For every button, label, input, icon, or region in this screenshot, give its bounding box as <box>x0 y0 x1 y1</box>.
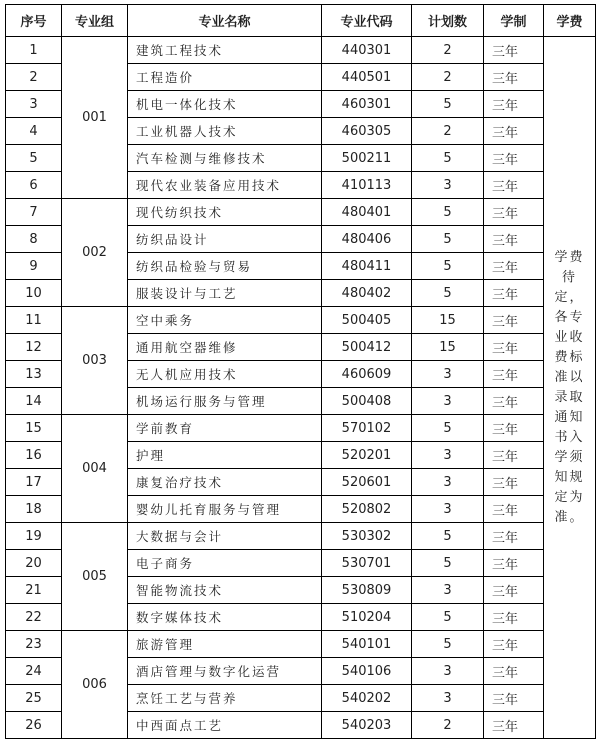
header-major-name: 专业名称 <box>128 5 322 37</box>
major-code: 540106 <box>322 658 412 685</box>
major-code: 460305 <box>322 118 412 145</box>
plan-count: 5 <box>412 199 484 226</box>
major-code: 460301 <box>322 91 412 118</box>
plan-count: 5 <box>412 523 484 550</box>
plan-count: 2 <box>412 64 484 91</box>
major-code: 530809 <box>322 577 412 604</box>
major-group-code: 005 <box>62 523 128 631</box>
row-index: 14 <box>6 388 62 415</box>
major-code: 410113 <box>322 172 412 199</box>
plan-count: 3 <box>412 442 484 469</box>
header-plan-count: 计划数 <box>412 5 484 37</box>
table-row <box>6 523 596 550</box>
row-index: 6 <box>6 172 62 199</box>
major-code: 520201 <box>322 442 412 469</box>
major-name: 中西面点工艺 <box>128 712 322 739</box>
plan-count: 5 <box>412 253 484 280</box>
plan-count: 15 <box>412 334 484 361</box>
plan-count: 2 <box>412 37 484 64</box>
plan-count: 3 <box>412 361 484 388</box>
major-name: 现代纺织技术 <box>128 199 322 226</box>
major-name: 现代农业装备应用技术 <box>128 172 322 199</box>
plan-count: 3 <box>412 172 484 199</box>
study-duration: 三年 <box>484 388 544 415</box>
plan-count: 15 <box>412 307 484 334</box>
major-code: 460609 <box>322 361 412 388</box>
header-tuition: 学费 <box>544 5 596 37</box>
major-name: 智能物流技术 <box>128 577 322 604</box>
study-duration: 三年 <box>484 469 544 496</box>
plan-count: 5 <box>412 550 484 577</box>
study-duration: 三年 <box>484 658 544 685</box>
study-duration: 三年 <box>484 496 544 523</box>
row-index: 21 <box>6 577 62 604</box>
plan-count: 5 <box>412 91 484 118</box>
study-duration: 三年 <box>484 307 544 334</box>
major-code: 500211 <box>322 145 412 172</box>
row-index: 11 <box>6 307 62 334</box>
major-code: 510204 <box>322 604 412 631</box>
study-duration: 三年 <box>484 91 544 118</box>
major-name: 机电一体化技术 <box>128 91 322 118</box>
study-duration: 三年 <box>484 280 544 307</box>
row-index: 1 <box>6 37 62 64</box>
major-group-code: 003 <box>62 307 128 415</box>
table-body <box>6 37 596 739</box>
plan-count: 3 <box>412 388 484 415</box>
major-name: 大数据与会计 <box>128 523 322 550</box>
row-index: 17 <box>6 469 62 496</box>
plan-count: 3 <box>412 469 484 496</box>
row-index: 2 <box>6 64 62 91</box>
major-name: 工业机器人技术 <box>128 118 322 145</box>
row-index: 7 <box>6 199 62 226</box>
major-name: 工程造价 <box>128 64 322 91</box>
major-group-code: 006 <box>62 631 128 739</box>
row-index: 5 <box>6 145 62 172</box>
row-index: 3 <box>6 91 62 118</box>
major-code: 480411 <box>322 253 412 280</box>
admission-plan-table <box>5 4 596 739</box>
row-index: 16 <box>6 442 62 469</box>
major-code: 500405 <box>322 307 412 334</box>
plan-count: 5 <box>412 280 484 307</box>
major-name: 康复治疗技术 <box>128 469 322 496</box>
study-duration: 三年 <box>484 334 544 361</box>
study-duration: 三年 <box>484 685 544 712</box>
study-duration: 三年 <box>484 550 544 577</box>
major-name: 通用航空器维修 <box>128 334 322 361</box>
plan-count: 5 <box>412 145 484 172</box>
major-code: 530701 <box>322 550 412 577</box>
major-name: 纺织品设计 <box>128 226 322 253</box>
row-index: 20 <box>6 550 62 577</box>
major-group-code: 004 <box>62 415 128 523</box>
study-duration: 三年 <box>484 712 544 739</box>
header-index: 序号 <box>6 5 62 37</box>
major-code: 500408 <box>322 388 412 415</box>
plan-count: 2 <box>412 712 484 739</box>
study-duration: 三年 <box>484 145 544 172</box>
study-duration: 三年 <box>484 226 544 253</box>
row-index: 9 <box>6 253 62 280</box>
study-duration: 三年 <box>484 415 544 442</box>
major-code: 440301 <box>322 37 412 64</box>
study-duration: 三年 <box>484 442 544 469</box>
major-code: 480402 <box>322 280 412 307</box>
plan-count: 5 <box>412 631 484 658</box>
header-group: 专业组 <box>62 5 128 37</box>
row-index: 22 <box>6 604 62 631</box>
row-index: 25 <box>6 685 62 712</box>
major-name: 烹饪工艺与营养 <box>128 685 322 712</box>
major-name: 建筑工程技术 <box>128 37 322 64</box>
row-index: 13 <box>6 361 62 388</box>
tuition-note: 学费待定，各专业收费标准以录取通知书入学须知规定为准。 <box>544 37 596 739</box>
major-code: 480406 <box>322 226 412 253</box>
study-duration: 三年 <box>484 64 544 91</box>
header-row <box>6 5 596 37</box>
major-code: 520802 <box>322 496 412 523</box>
major-name: 学前教育 <box>128 415 322 442</box>
study-duration: 三年 <box>484 523 544 550</box>
major-code: 500412 <box>322 334 412 361</box>
major-name: 酒店管理与数字化运营 <box>128 658 322 685</box>
row-index: 4 <box>6 118 62 145</box>
study-duration: 三年 <box>484 199 544 226</box>
major-group-code: 001 <box>62 37 128 199</box>
major-name: 空中乘务 <box>128 307 322 334</box>
row-index: 15 <box>6 415 62 442</box>
study-duration: 三年 <box>484 361 544 388</box>
major-code: 540203 <box>322 712 412 739</box>
header-duration: 学制 <box>484 5 544 37</box>
row-index: 19 <box>6 523 62 550</box>
major-name: 机场运行服务与管理 <box>128 388 322 415</box>
study-duration: 三年 <box>484 577 544 604</box>
study-duration: 三年 <box>484 604 544 631</box>
row-index: 10 <box>6 280 62 307</box>
table-row <box>6 415 596 442</box>
major-code: 480401 <box>322 199 412 226</box>
row-index: 23 <box>6 631 62 658</box>
major-name: 无人机应用技术 <box>128 361 322 388</box>
row-index: 26 <box>6 712 62 739</box>
study-duration: 三年 <box>484 631 544 658</box>
major-code: 540202 <box>322 685 412 712</box>
header-major-code: 专业代码 <box>322 5 412 37</box>
major-name: 旅游管理 <box>128 631 322 658</box>
study-duration: 三年 <box>484 37 544 64</box>
plan-count: 5 <box>412 415 484 442</box>
major-name: 婴幼儿托育服务与管理 <box>128 496 322 523</box>
row-index: 8 <box>6 226 62 253</box>
table-row <box>6 37 596 64</box>
plan-count: 5 <box>412 226 484 253</box>
plan-count: 3 <box>412 685 484 712</box>
plan-count: 5 <box>412 604 484 631</box>
major-name: 汽车检测与维修技术 <box>128 145 322 172</box>
study-duration: 三年 <box>484 118 544 145</box>
major-name: 纺织品检验与贸易 <box>128 253 322 280</box>
plan-count: 3 <box>412 577 484 604</box>
major-group-code: 002 <box>62 199 128 307</box>
study-duration: 三年 <box>484 172 544 199</box>
row-index: 18 <box>6 496 62 523</box>
major-code: 530302 <box>322 523 412 550</box>
row-index: 24 <box>6 658 62 685</box>
table-row <box>6 631 596 658</box>
plan-count: 3 <box>412 658 484 685</box>
plan-count: 2 <box>412 118 484 145</box>
major-name: 电子商务 <box>128 550 322 577</box>
major-code: 540101 <box>322 631 412 658</box>
plan-count: 3 <box>412 496 484 523</box>
major-code: 520601 <box>322 469 412 496</box>
major-code: 440501 <box>322 64 412 91</box>
study-duration: 三年 <box>484 253 544 280</box>
major-name: 数字媒体技术 <box>128 604 322 631</box>
major-name: 服装设计与工艺 <box>128 280 322 307</box>
major-name: 护理 <box>128 442 322 469</box>
table-row <box>6 307 596 334</box>
table-row <box>6 199 596 226</box>
row-index: 12 <box>6 334 62 361</box>
major-code: 570102 <box>322 415 412 442</box>
